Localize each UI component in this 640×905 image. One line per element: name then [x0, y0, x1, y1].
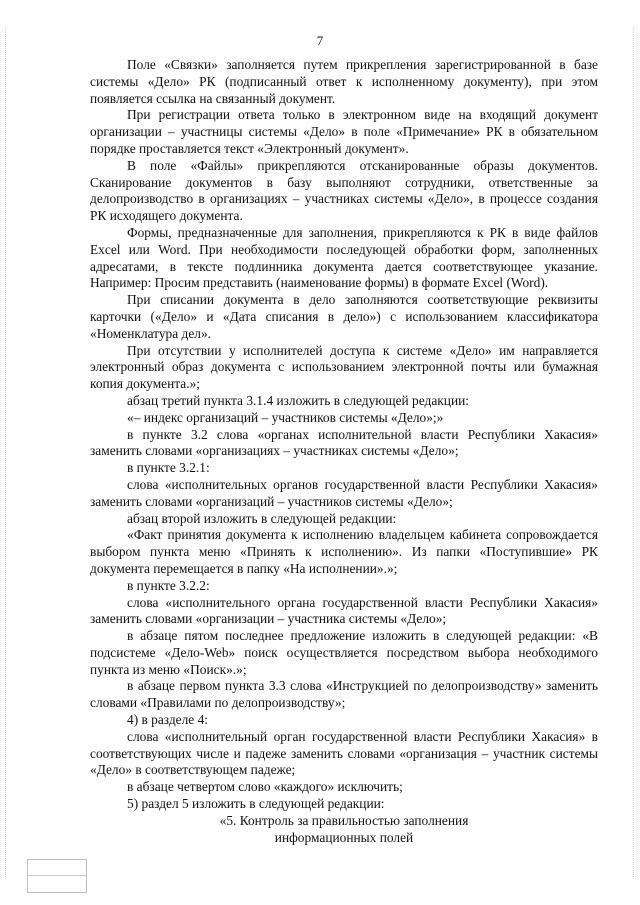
- paragraph: При отсутствии у исполнителей доступа к системе «Дело» им направляется электронный образ документа с использованием электронной почты или бумажная копия документа.»;: [90, 342, 598, 392]
- paragraph: слова «исполнительных органов государственной власти Республики Хакасия» заменить словами «организаций – участников системы «Дело»;: [90, 476, 598, 509]
- paragraph: 5) раздел 5 изложить в следующей редакции:: [127, 796, 385, 812]
- left-margin-dots: [5, 28, 7, 877]
- paragraph: Поле «Связки» заполняется путем прикрепления зарегистрированной в базе системы «Дело» РК (подписанный ответ к исполненному документу), при этом появляется ссылка на связанный документ.: [90, 57, 598, 106]
- paragraph: в пункте 3.2.2:: [127, 577, 210, 593]
- faded-stamp-mark: [27, 859, 87, 893]
- paragraph: В поле «Файлы» прикрепляются отсканированные образы документов. Сканирование документов в базу выполняют сотрудники, ответственные за делопроизводство в организациях – участниках системы «Дело», в процессе создания РК исходящего документа.: [90, 157, 598, 224]
- paragraph: в абзаце пятом последнее предложение изложить в следующей редакции: «В подсистеме «Дело-Web» поиск осуществляется посредством выбора необходимого пункта из меню «Поиск».»;: [90, 628, 598, 677]
- paragraph: При списании документа в дело заполняются соответствующие реквизиты карточки («Дело» и «Дата списания в дело») с использованием классификатора «Номенклатура дел».: [90, 292, 598, 341]
- paragraph: в абзаце первом пункта 3.3 слова «Инструкцией по делопроизводству» заменить словами «Правилами по делопроизводству»;: [90, 678, 598, 711]
- paragraph: слова «исполнительного органа государственной власти Республики Хакасия» заменить словами «организации – участника системы «Дело»;: [90, 594, 598, 627]
- paragraph: в абзаце четвертом слово «каждого» исключить;: [127, 779, 403, 795]
- right-margin-dots: [633, 28, 635, 877]
- paragraph: слова «исполнительный орган государственной власти Республики Хакасия» в соответствующих числе и падеже заменить словами «организация – участник системы «Дело» в соответствующем падеже;: [90, 728, 598, 778]
- paragraph: Формы, предназначенные для заполнения, прикрепляются к РК в виде файлов Excel или Word. При необходимости последующей обработки форм, заполненных адресатами, в тексте подлинника документа дается соответствующее указание. Например: Просим представить (наименование формы) в формате Excel (Word).: [90, 224, 598, 291]
- paragraph: «Факт принятия документа к исполнению владельцем кабинета сопровождается выбором пункта меню «Принять к исполнению». Из папки «Поступившие» РК документа перемещается в папку «На исполнении».»;: [90, 527, 598, 576]
- paragraph: 4) в разделе 4:: [127, 712, 209, 728]
- paragraph: в пункте 3.2 слова «органах исполнительной власти Республики Хакасия» заменить словами «организациях – участниках системы «Дело»;: [90, 426, 598, 459]
- paragraph: абзац третий пункта 3.1.4 изложить в следующей редакции:: [127, 392, 469, 408]
- paragraph: в пункте 3.2.1:: [127, 460, 210, 476]
- paragraph: абзац второй изложить в следующей редакции:: [127, 510, 397, 526]
- paragraph: «– индекс организаций – участников системы «Дело»;»: [127, 409, 444, 425]
- section-heading-line-1: «5. Контроль за правильностью заполнения: [219, 812, 469, 828]
- section-heading-line-2: информационных полей: [274, 829, 414, 845]
- page-number: 7: [316, 33, 324, 48]
- document-body: [90, 57, 598, 846]
- paragraph: При регистрации ответа только в электронном виде на входящий документ организации – участницы системы «Дело» в поле «Примечание» РК в обязательном порядке проставляется текст «Электронный документ».: [90, 107, 598, 156]
